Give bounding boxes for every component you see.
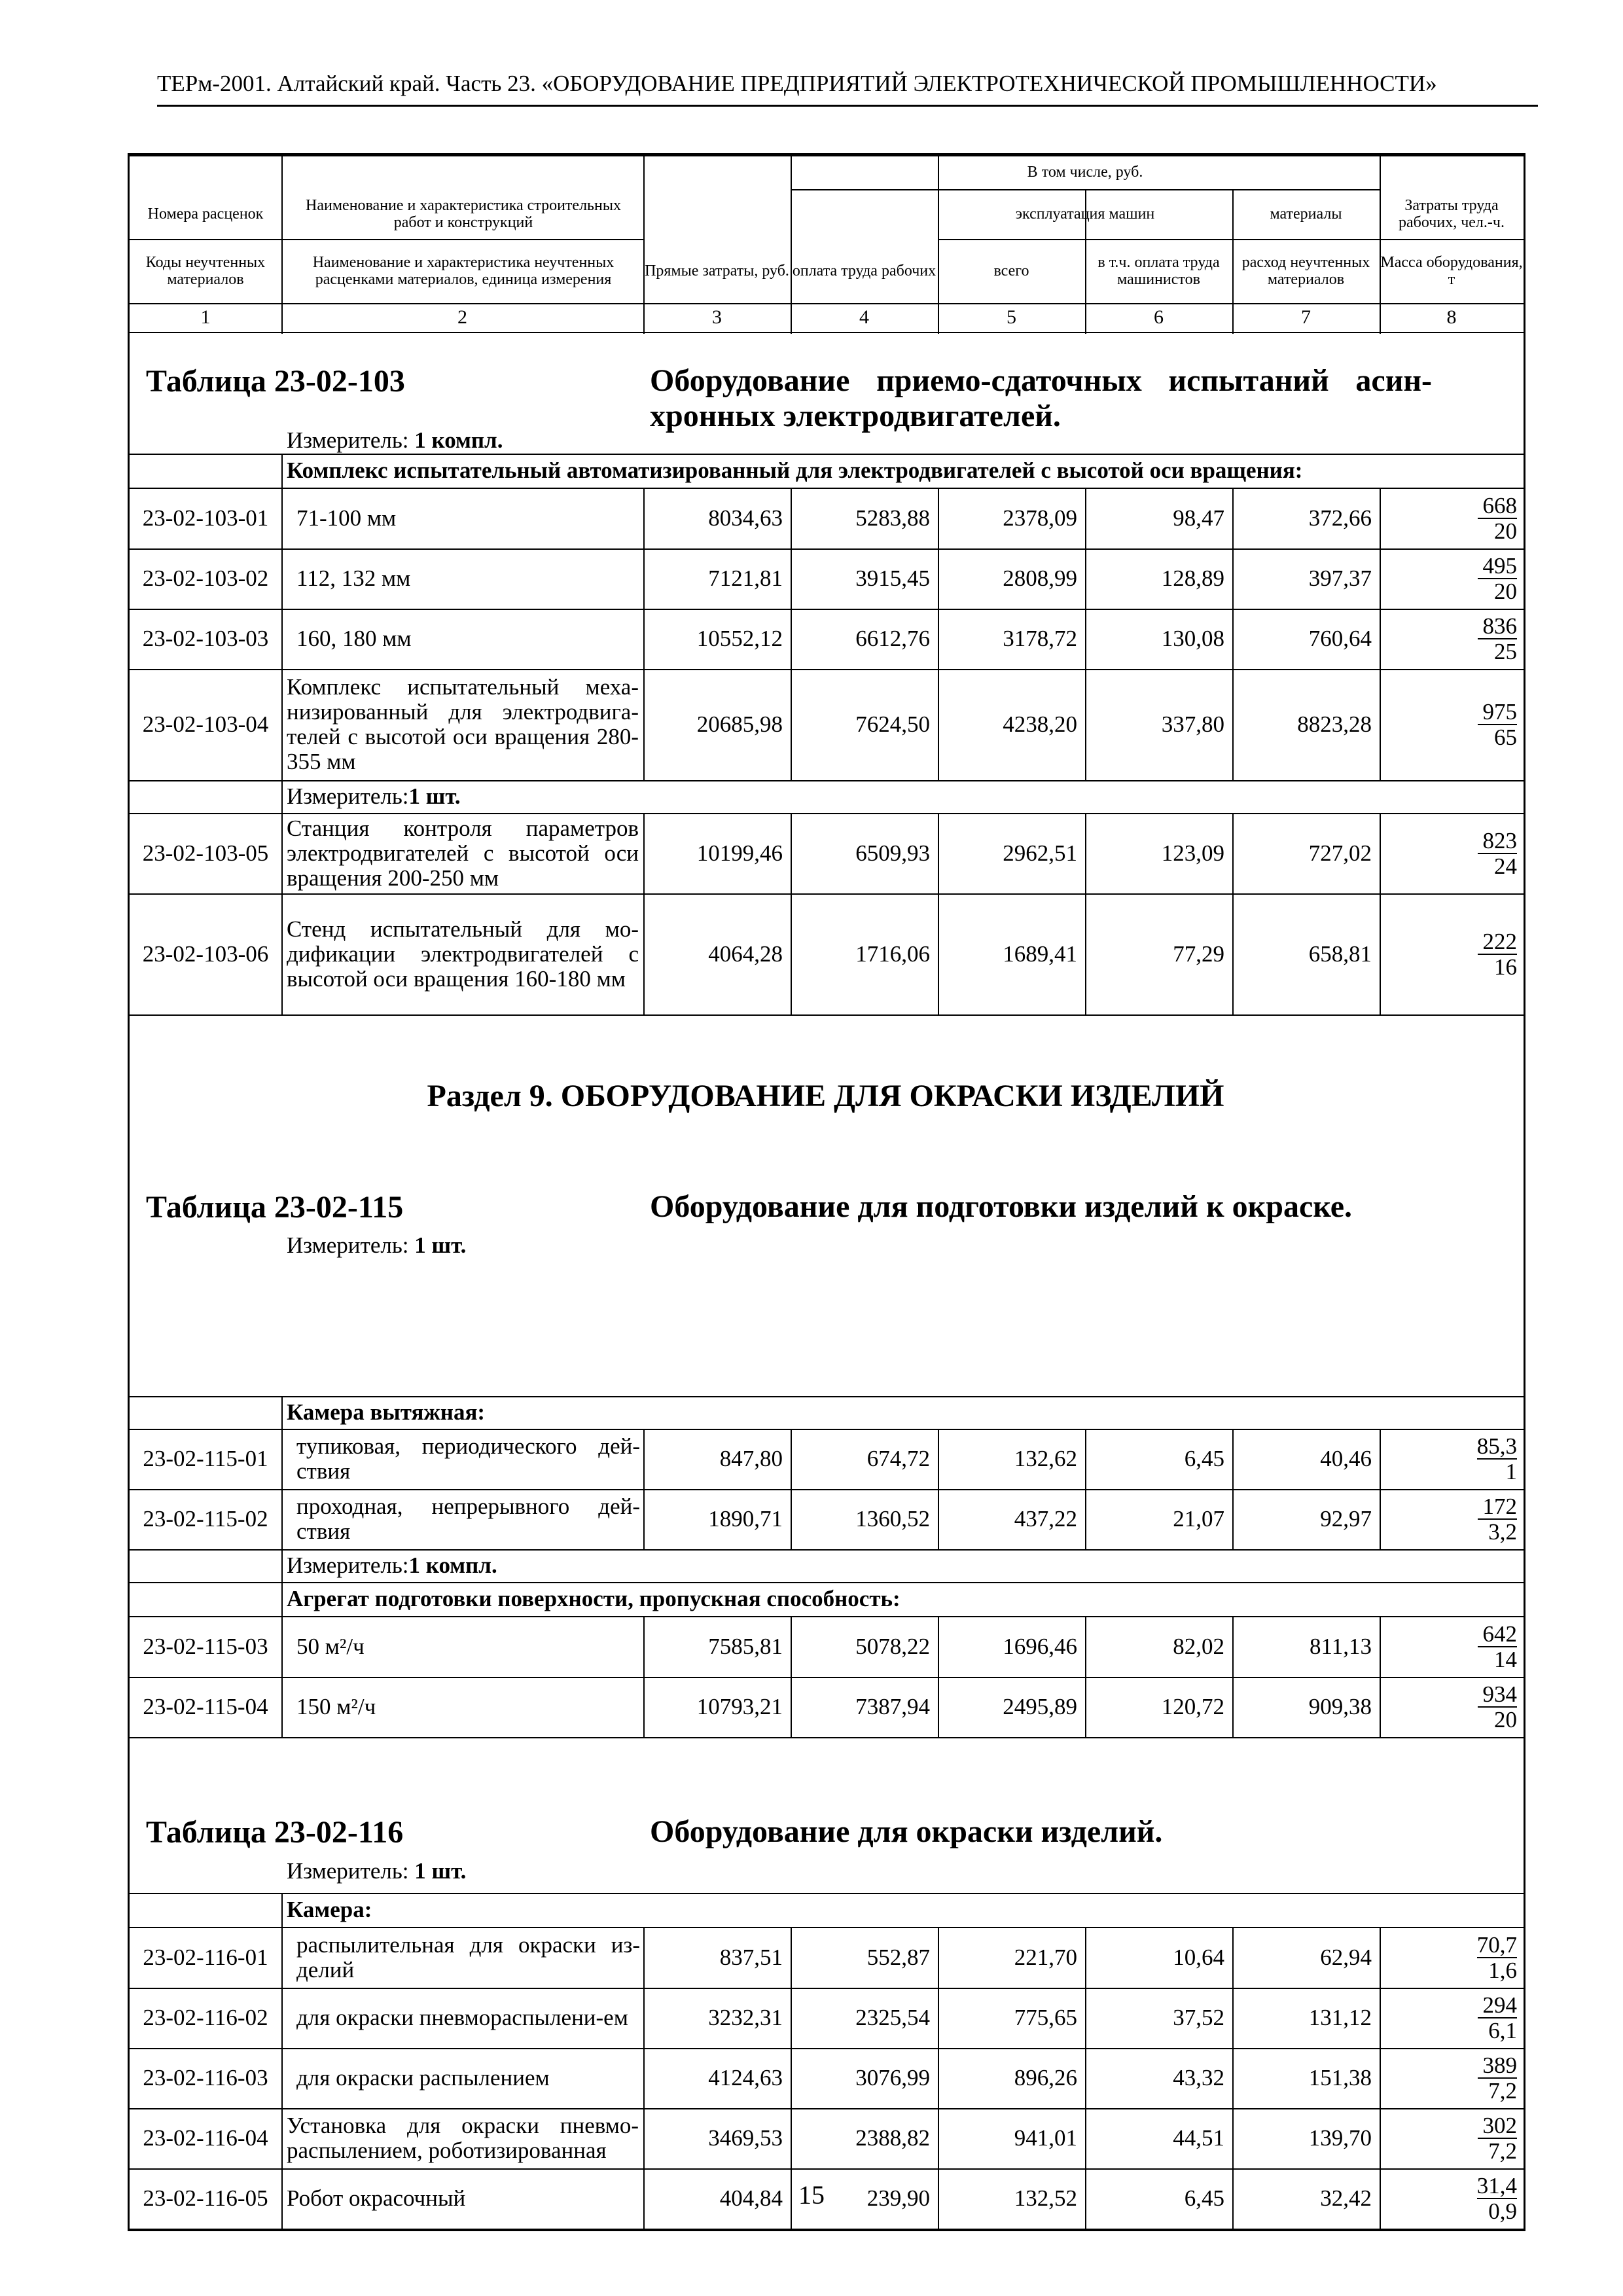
- labor-cost: 3076,99: [855, 2065, 930, 2090]
- labor-hours: 975: [1478, 700, 1517, 725]
- operators-pay: 120,72: [1161, 1694, 1224, 1719]
- labor-hours: 302: [1478, 2113, 1517, 2139]
- work-description: Комплекс испытательный меха-низированный для электродвига-телей с высотой оси вращения 280-355 мм: [287, 674, 639, 774]
- measure-label: Измеритель:: [287, 783, 409, 809]
- work-description: проходная, непрерывного дей-ствия: [296, 1494, 640, 1544]
- labor-hours: 668: [1478, 493, 1517, 519]
- col8-top-heading: Затраты труда рабочих, чел.-ч.: [1399, 197, 1505, 231]
- col-number: 2: [457, 306, 467, 328]
- equipment-mass: 24: [1494, 853, 1517, 879]
- rate-code: 23-02-115-04: [143, 1694, 268, 1719]
- col4-heading: оплата труда рабочих: [792, 262, 936, 279]
- equipment-mass: 25: [1494, 639, 1517, 664]
- materials-cost: 658,81: [1308, 941, 1372, 967]
- labor-mass-fraction: [1380, 813, 1517, 893]
- col-number: 4: [859, 306, 869, 328]
- measure-unit: [287, 1858, 466, 1884]
- labor-hours: 836: [1478, 614, 1517, 639]
- labor-hours: 85,3: [1476, 1433, 1517, 1459]
- labor-cost: 5078,22: [855, 1633, 930, 1659]
- col3-heading: Прямые затраты, руб.: [645, 262, 789, 279]
- measure-value: 1 шт.: [414, 1232, 467, 1258]
- col-number: 7: [1301, 306, 1311, 328]
- header-line-f: [130, 332, 1524, 333]
- measure-label: Измеритель:: [287, 1858, 409, 1884]
- table-title: Оборудование для окраски изделий.: [650, 1814, 1163, 1849]
- work-description: 150 м²/ч: [296, 1694, 376, 1719]
- materials-cost: 32,42: [1320, 2185, 1372, 2211]
- header-rule: [157, 105, 1538, 107]
- col-number: 6: [1154, 306, 1164, 328]
- operators-pay: 44,51: [1173, 2125, 1224, 2151]
- labor-hours: 294: [1478, 1993, 1517, 2018]
- group-heading: Агрегат подготовки поверхности, пропускная способность:: [287, 1586, 901, 1611]
- rate-code: 23-02-116-02: [143, 2005, 268, 2030]
- operators-pay: 10,64: [1173, 1944, 1224, 1970]
- direct-cost: 4124,63: [708, 2065, 783, 2090]
- rate-code: 23-02-103-05: [142, 840, 269, 866]
- table-number: Таблица 23-02-115: [146, 1190, 404, 1225]
- labor-mass-fraction: [1380, 1677, 1517, 1737]
- running-header: ТЕРм-2001. Алтайский край. Часть 23. «ОБОРУДОВАНИЕ ПРЕДПРИЯТИЙ ЭЛЕКТРОТЕХНИЧЕСКОЙ ПРОМЫШЛЕННОСТИ»: [157, 71, 1437, 96]
- equipment-mass: 6,1: [1488, 2018, 1517, 2043]
- labor-cost: 5283,88: [855, 505, 930, 531]
- machines-total: 3178,72: [1003, 626, 1077, 651]
- materials-cost: 727,02: [1308, 840, 1372, 866]
- measure-value: 1 компл.: [408, 1552, 497, 1578]
- direct-cost: 404,84: [719, 2185, 783, 2211]
- work-description: для окраски распылением: [296, 2065, 550, 2090]
- machines-total: 2808,99: [1003, 565, 1077, 591]
- table-title: Оборудование для подготовки изделий к окраске.: [650, 1189, 1353, 1224]
- equipment-mass: 1: [1505, 1459, 1517, 1484]
- direct-cost: 847,80: [719, 1446, 783, 1471]
- operators-pay: 98,47: [1173, 505, 1224, 531]
- measure-unit: [287, 427, 503, 454]
- measure-unit: [287, 1232, 466, 1259]
- machines-total: 4238,20: [1003, 711, 1077, 737]
- labor-mass-fraction: [1380, 1489, 1517, 1549]
- labor-hours: 389: [1478, 2053, 1517, 2079]
- work-description: Станция контроля параметров электродвигателей с высотой оси вращения 200-250 мм: [287, 815, 639, 891]
- machines-total: 941,01: [1014, 2125, 1077, 2151]
- work-description: 112, 132 мм: [296, 565, 411, 591]
- direct-cost: 1890,71: [708, 1506, 783, 1532]
- group-heading: Камера:: [287, 1897, 372, 1922]
- col1-top-heading: Номера расценок: [147, 206, 264, 223]
- materials-cost: 151,38: [1308, 2065, 1372, 2090]
- materials-cost: 131,12: [1308, 2005, 1372, 2030]
- machines-total: 1696,46: [1003, 1633, 1077, 1659]
- labor-mass-fraction: [1380, 488, 1517, 548]
- operators-pay: 123,09: [1161, 840, 1224, 866]
- machines-total: 896,26: [1014, 2065, 1077, 2090]
- labor-mass-fraction: [1380, 1988, 1517, 2048]
- rate-code: 23-02-103-01: [142, 505, 269, 531]
- labor-cost: 1716,06: [855, 941, 930, 967]
- row-line: [130, 1014, 1524, 1016]
- operators-pay: 43,32: [1173, 2065, 1224, 2090]
- machines-total: 132,52: [1014, 2185, 1077, 2211]
- labor-mass-fraction: [1380, 2108, 1517, 2168]
- col-number: 1: [200, 306, 211, 328]
- labor-hours: 222: [1478, 929, 1517, 955]
- operators-pay: 82,02: [1173, 1633, 1224, 1659]
- labor-hours: 495: [1478, 554, 1517, 579]
- direct-cost: 10552,12: [696, 626, 783, 651]
- work-description: Установка для окраски пневмо-распылением, роботизированная: [287, 2113, 639, 2163]
- work-description: для окраски пневмораспылени-ем: [296, 2005, 628, 2030]
- rate-code: 23-02-116-01: [143, 1944, 268, 1970]
- operators-pay: 128,89: [1161, 565, 1224, 591]
- rate-code: 23-02-103-03: [142, 626, 269, 651]
- col-line-1: [281, 1582, 283, 1616]
- labor-mass-fraction: [1380, 893, 1517, 1014]
- materials-cost: 811,13: [1310, 1633, 1372, 1659]
- direct-cost: 3232,31: [708, 2005, 783, 2030]
- col2-top-heading: Наименование и характеристика строительных работ и конструкций: [306, 197, 621, 231]
- col1-bottom-heading: Коды неучтенных материалов: [145, 254, 266, 288]
- materials-heading: материалы: [1270, 206, 1342, 223]
- labor-hours: 934: [1478, 1682, 1517, 1708]
- labor-mass-fraction: [1380, 669, 1517, 780]
- table-number: Таблица 23-02-103: [146, 364, 405, 399]
- work-description: распылительная для окраски из-делий: [296, 1931, 640, 1982]
- col2-bottom-heading: Наименование и характеристика неучтенных расценками материалов, единица измерения: [312, 254, 615, 288]
- operators-pay: 6,45: [1184, 2185, 1224, 2211]
- section-heading: Раздел 9. ОБОРУДОВАНИЕ ДЛЯ ОКРАСКИ ИЗДЕЛИЙ: [427, 1079, 1224, 1113]
- table-number: Таблица 23-02-116: [146, 1815, 404, 1850]
- equipment-mass: 20: [1494, 1707, 1517, 1732]
- materials-cost: 92,97: [1320, 1506, 1372, 1532]
- labor-hours: 31,4: [1476, 2173, 1517, 2198]
- direct-cost: 8034,63: [708, 505, 783, 531]
- equipment-mass: 3,2: [1488, 1519, 1517, 1545]
- labor-cost: 674,72: [866, 1446, 930, 1471]
- work-description: тупиковая, периодического дей-ствия: [296, 1433, 640, 1484]
- labor-mass-fraction: [1380, 548, 1517, 609]
- direct-cost: 7585,81: [708, 1633, 783, 1659]
- labor-mass-fraction: [1380, 609, 1517, 669]
- col5-heading: всего: [993, 262, 1029, 279]
- direct-cost: 10199,46: [696, 840, 783, 866]
- group-heading: Комплекс испытательный автоматизированный для электродвигателей с высотой оси вращения:: [287, 457, 1303, 483]
- labor-cost: 7387,94: [855, 1694, 930, 1719]
- work-description: Стенд испытательный для мо-дификации электродвигателей с высотой оси вращения 160-180 мм: [287, 916, 639, 992]
- work-description: Робот окрасочный: [287, 2185, 466, 2211]
- labor-cost: 6509,93: [855, 840, 930, 866]
- col-number: 8: [1446, 306, 1457, 328]
- materials-cost: 40,46: [1320, 1446, 1372, 1471]
- col-line-1: [281, 1396, 283, 1429]
- col6-heading: в т.ч. оплата труда машинистов: [1097, 254, 1220, 288]
- equipment-mass: 65: [1494, 725, 1517, 750]
- materials-cost: 760,64: [1308, 626, 1372, 651]
- labor-cost: 2388,82: [855, 2125, 930, 2151]
- machines-total: 132,62: [1014, 1446, 1077, 1471]
- operators-pay: 37,52: [1173, 2005, 1224, 2030]
- direct-cost: 837,51: [719, 1944, 783, 1970]
- labor-hours: 823: [1478, 829, 1517, 854]
- labor-mass-fraction: [1380, 1616, 1517, 1677]
- labor-hours: 70,7: [1476, 1931, 1517, 1958]
- rate-code: 23-02-116-03: [143, 2065, 268, 2090]
- col-line-1: [281, 1549, 283, 1582]
- group-heading: Камера вытяжная:: [287, 1399, 486, 1425]
- machines-total: 2962,51: [1003, 840, 1077, 866]
- rate-code: 23-02-115-01: [143, 1446, 268, 1471]
- machines-total: 2495,89: [1003, 1694, 1077, 1719]
- measure-value: 1 компл.: [414, 427, 503, 453]
- direct-cost: 3469,53: [708, 2125, 783, 2151]
- work-description: 160, 180 мм: [296, 626, 412, 651]
- col-line-1: [281, 454, 283, 488]
- col-number: 3: [712, 306, 722, 328]
- labor-cost: 239,90: [866, 2185, 930, 2211]
- direct-cost: 7121,81: [708, 565, 783, 591]
- measure-label: Измеритель:: [287, 1232, 409, 1258]
- labor-hours: 172: [1478, 1494, 1517, 1520]
- measure-value: 1 шт.: [408, 783, 461, 809]
- equipment-mass: 1,6: [1488, 1957, 1517, 1983]
- labor-cost: 1360,52: [855, 1506, 930, 1532]
- col-number: 5: [1007, 306, 1016, 328]
- materials-cost: 139,70: [1308, 2125, 1372, 2151]
- col7-heading: расход неучтенных материалов: [1241, 254, 1370, 288]
- direct-cost: 4064,28: [708, 941, 783, 967]
- direct-cost: 20685,98: [696, 711, 783, 737]
- materials-cost: 909,38: [1308, 1694, 1372, 1719]
- work-description: 50 м²/ч: [296, 1633, 365, 1659]
- equipment-mass: 14: [1494, 1646, 1517, 1672]
- work-description: 71-100 мм: [296, 505, 397, 531]
- labor-mass-fraction: [1380, 1429, 1517, 1489]
- measure-label: Измеритель:: [287, 427, 409, 453]
- rate-code: 23-02-115-03: [143, 1633, 268, 1659]
- operators-pay: 6,45: [1184, 1446, 1224, 1471]
- incl-heading: В том числе, руб.: [1027, 164, 1143, 181]
- rate-code: 23-02-103-02: [142, 565, 269, 591]
- materials-cost: 397,37: [1308, 565, 1372, 591]
- operators-pay: 21,07: [1173, 1506, 1224, 1532]
- labor-cost: 6612,76: [855, 626, 930, 651]
- materials-cost: 8823,28: [1297, 711, 1372, 737]
- measure-value: 1 шт.: [414, 1858, 467, 1884]
- measure-unit: [287, 780, 461, 813]
- equipment-mass: 20: [1494, 579, 1517, 604]
- machines-heading: эксплуатация машин: [1015, 206, 1155, 223]
- machines-total: 1689,41: [1003, 941, 1077, 967]
- machines-total: 437,22: [1014, 1506, 1077, 1532]
- rate-code: 23-02-103-06: [142, 941, 269, 967]
- price-table: [128, 153, 1525, 2231]
- rate-code: 23-02-116-04: [143, 2125, 268, 2151]
- labor-cost: 3915,45: [855, 565, 930, 591]
- measure-label: Измеритель:: [287, 1552, 409, 1578]
- labor-hours: 642: [1478, 1622, 1517, 1647]
- operators-pay: 130,08: [1161, 626, 1224, 651]
- labor-cost: 7624,50: [855, 711, 930, 737]
- equipment-mass: 20: [1494, 518, 1517, 544]
- rate-code: 23-02-116-05: [143, 2185, 268, 2211]
- materials-cost: 372,66: [1308, 505, 1372, 531]
- col-line-1: [281, 1893, 283, 1927]
- labor-cost: 552,87: [866, 1944, 930, 1970]
- operators-pay: 337,80: [1161, 711, 1224, 737]
- labor-cost: 2325,54: [855, 2005, 930, 2030]
- page-number: 15: [798, 2180, 825, 2210]
- table-title: Оборудование приемо-сдаточных испытаний асин-хронных электродвигателей.: [650, 363, 1432, 433]
- equipment-mass: 16: [1494, 954, 1517, 980]
- labor-mass-fraction: [1380, 1927, 1517, 1988]
- machines-total: 2378,09: [1003, 505, 1077, 531]
- materials-cost: 62,94: [1320, 1944, 1372, 1970]
- col8-bottom-heading: Масса оборудования, т: [1380, 254, 1523, 288]
- equipment-mass: 0,9: [1488, 2198, 1517, 2224]
- machines-total: 775,65: [1014, 2005, 1077, 2030]
- equipment-mass: 7,2: [1488, 2138, 1517, 2164]
- rate-code: 23-02-103-04: [142, 711, 269, 737]
- operators-pay: 77,29: [1173, 941, 1224, 967]
- col-line-1: [281, 780, 283, 813]
- labor-mass-fraction: [1380, 2048, 1517, 2108]
- measure-unit: [287, 1549, 497, 1582]
- rate-code: 23-02-115-02: [143, 1506, 268, 1532]
- direct-cost: 10793,21: [696, 1694, 783, 1719]
- machines-total: 221,70: [1014, 1944, 1077, 1970]
- equipment-mass: 7,2: [1488, 2078, 1517, 2104]
